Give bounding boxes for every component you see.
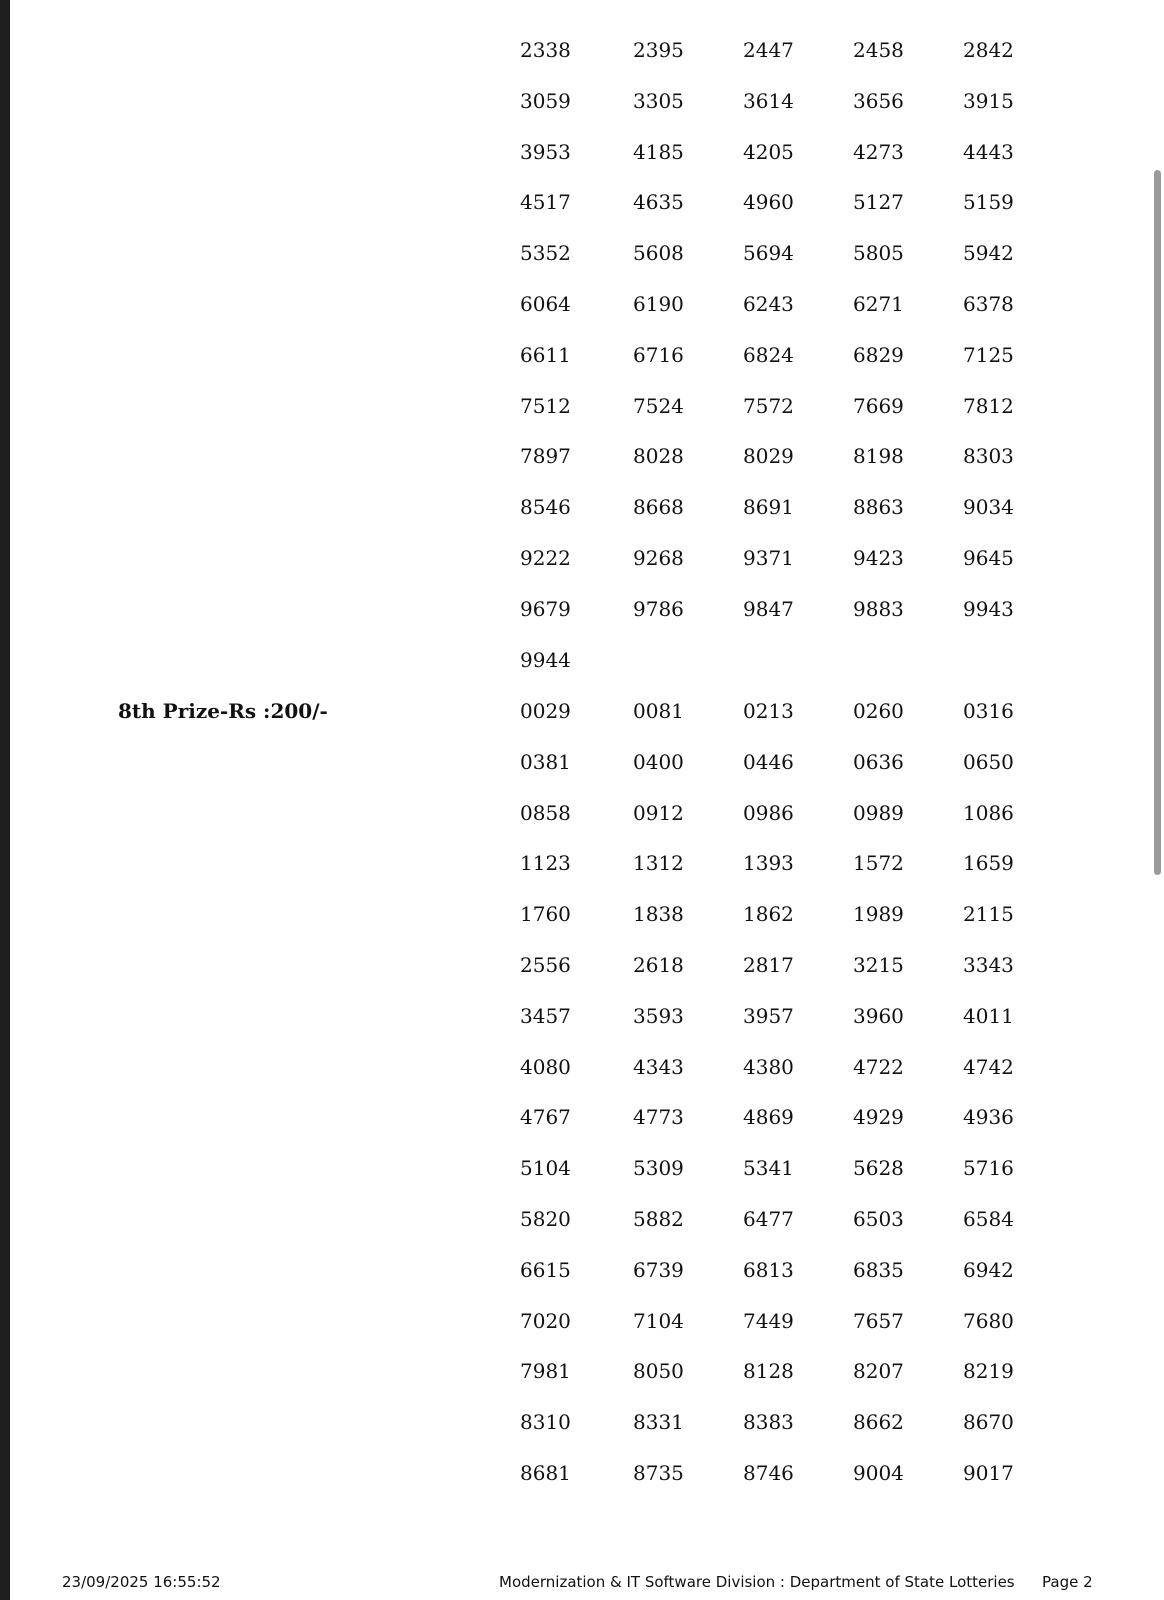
eighth-prize-ticket-number: 0989 <box>853 800 904 825</box>
continuation-ticket-number: 8029 <box>743 444 794 469</box>
continuation-ticket-number: 3059 <box>520 88 571 113</box>
continuation-ticket-number: 5159 <box>963 190 1014 215</box>
continuation-ticket-number: 9943 <box>963 596 1014 621</box>
eighth-prize-ticket-number: 7657 <box>853 1308 904 1333</box>
eighth-prize-ticket-number: 2556 <box>520 953 571 977</box>
continuation-ticket-number: 7512 <box>520 393 571 418</box>
eighth-prize-ticket-number: 7449 <box>743 1308 794 1333</box>
eighth-prize-ticket-number: 8746 <box>743 1461 794 1485</box>
eighth-prize-ticket-number: 4773 <box>633 1105 684 1130</box>
eighth-prize-ticket-number: 1123 <box>520 851 571 876</box>
continuation-ticket-number: 8691 <box>743 495 794 520</box>
continuation-ticket-number: 8668 <box>633 495 684 520</box>
eighth-prize-ticket-number: 0446 <box>743 749 794 774</box>
continuation-ticket-number: 7669 <box>853 393 904 418</box>
eighth-prize-ticket-number: 8681 <box>520 1461 571 1485</box>
eighth-prize-label: 8th Prize-Rs :200/- <box>118 699 328 723</box>
eighth-prize-ticket-number: 3960 <box>853 1003 904 1028</box>
eighth-prize-ticket-number: 1086 <box>963 800 1014 825</box>
eighth-prize-ticket-number: 0400 <box>633 749 684 774</box>
scrollbar-thumb[interactable] <box>1154 170 1161 875</box>
continuation-ticket-number: 5942 <box>963 241 1014 266</box>
continuation-ticket-number: 8198 <box>853 444 904 469</box>
eighth-prize-ticket-number: 0986 <box>743 800 794 825</box>
eighth-prize-ticket-number: 6813 <box>743 1257 794 1282</box>
eighth-prize-ticket-number: 3215 <box>853 953 904 977</box>
eighth-prize-ticket-number: 0858 <box>520 800 571 825</box>
continuation-ticket-number: 6611 <box>520 342 571 367</box>
continuation-ticket-number: 9034 <box>963 495 1014 520</box>
eighth-prize-ticket-number: 5104 <box>520 1156 571 1181</box>
eighth-prize-ticket-number: 5309 <box>633 1156 684 1181</box>
continuation-ticket-number: 8546 <box>520 495 571 520</box>
eighth-prize-ticket-number: 8670 <box>963 1410 1014 1435</box>
continuation-ticket-number: 9222 <box>520 546 571 570</box>
continuation-ticket-number: 5694 <box>743 241 794 266</box>
eighth-prize-ticket-number: 4080 <box>520 1054 571 1079</box>
continuation-ticket-number: 6271 <box>853 292 904 316</box>
continuation-ticket-number: 9786 <box>633 596 684 621</box>
continuation-ticket-number: 7897 <box>520 444 571 469</box>
eighth-prize-ticket-number: 7981 <box>520 1359 571 1384</box>
footer-page-number: Page 2 <box>1042 1573 1093 1591</box>
eighth-prize-ticket-number: 0316 <box>963 699 1014 723</box>
eighth-prize-ticket-number: 1989 <box>853 902 904 927</box>
eighth-prize-ticket-number: 8128 <box>743 1359 794 1384</box>
eighth-prize-ticket-number: 3593 <box>633 1003 684 1028</box>
eighth-prize-ticket-number: 0260 <box>853 699 904 723</box>
eighth-prize-ticket-number: 8310 <box>520 1410 571 1435</box>
eighth-prize-ticket-number: 5341 <box>743 1156 794 1181</box>
continuation-ticket-number: 9423 <box>853 546 904 570</box>
continuation-ticket-number: 6824 <box>743 342 794 367</box>
eighth-prize-ticket-number: 1393 <box>743 851 794 876</box>
continuation-ticket-number: 9847 <box>743 596 794 621</box>
continuation-ticket-number: 6243 <box>743 292 794 316</box>
continuation-ticket-number: 9371 <box>743 546 794 570</box>
eighth-prize-ticket-number: 4722 <box>853 1054 904 1079</box>
eighth-prize-ticket-number: 9017 <box>963 1461 1014 1485</box>
eighth-prize-ticket-number: 1312 <box>633 851 684 876</box>
eighth-prize-ticket-number: 0213 <box>743 699 794 723</box>
continuation-ticket-number: 7524 <box>633 393 684 418</box>
eighth-prize-ticket-number: 4929 <box>853 1105 904 1130</box>
continuation-ticket-number: 7812 <box>963 393 1014 418</box>
eighth-prize-ticket-number: 0650 <box>963 749 1014 774</box>
eighth-prize-ticket-number: 1572 <box>853 851 904 876</box>
continuation-ticket-number: 3953 <box>520 139 571 164</box>
footer-timestamp: 23/09/2025 16:55:52 <box>62 1573 221 1591</box>
eighth-prize-ticket-number: 4343 <box>633 1054 684 1079</box>
eighth-prize-ticket-number: 4742 <box>963 1054 1014 1079</box>
continuation-ticket-number: 2458 <box>853 38 904 62</box>
continuation-ticket-number: 4635 <box>633 190 684 215</box>
eighth-prize-ticket-number: 6584 <box>963 1207 1014 1231</box>
continuation-ticket-number: 9268 <box>633 546 684 570</box>
eighth-prize-ticket-number: 2817 <box>743 953 794 977</box>
eighth-prize-ticket-number: 1760 <box>520 902 571 927</box>
eighth-prize-ticket-number: 6477 <box>743 1207 794 1231</box>
eighth-prize-ticket-number: 8383 <box>743 1410 794 1435</box>
eighth-prize-ticket-number: 5628 <box>853 1156 904 1181</box>
eighth-prize-ticket-number: 0381 <box>520 749 571 774</box>
eighth-prize-ticket-number: 9004 <box>853 1461 904 1485</box>
eighth-prize-ticket-number: 4380 <box>743 1054 794 1079</box>
continuation-ticket-number: 7572 <box>743 393 794 418</box>
continuation-ticket-number: 5127 <box>853 190 904 215</box>
continuation-ticket-number: 8863 <box>853 495 904 520</box>
eighth-prize-ticket-number: 1862 <box>743 902 794 927</box>
continuation-ticket-number: 5805 <box>853 241 904 266</box>
eighth-prize-ticket-number: 5882 <box>633 1207 684 1231</box>
continuation-ticket-number: 5352 <box>520 241 571 266</box>
continuation-ticket-number: 6829 <box>853 342 904 367</box>
eighth-prize-ticket-number: 6739 <box>633 1257 684 1282</box>
eighth-prize-ticket-number: 5716 <box>963 1156 1014 1181</box>
eighth-prize-ticket-number: 3343 <box>963 953 1014 977</box>
eighth-prize-ticket-number: 3457 <box>520 1003 571 1028</box>
eighth-prize-ticket-number: 5820 <box>520 1207 571 1231</box>
eighth-prize-ticket-number: 6615 <box>520 1257 571 1282</box>
eighth-prize-ticket-number: 0636 <box>853 749 904 774</box>
eighth-prize-ticket-number: 1659 <box>963 851 1014 876</box>
continuation-ticket-number: 3305 <box>633 88 684 113</box>
continuation-ticket-number: 3614 <box>743 88 794 113</box>
eighth-prize-ticket-number: 0912 <box>633 800 684 825</box>
continuation-ticket-number: 9645 <box>963 546 1014 570</box>
eighth-prize-ticket-number: 1838 <box>633 902 684 927</box>
continuation-ticket-number: 9679 <box>520 596 571 621</box>
eighth-prize-ticket-number: 7104 <box>633 1308 684 1333</box>
continuation-ticket-number: 5608 <box>633 241 684 266</box>
eighth-prize-ticket-number: 7020 <box>520 1308 571 1333</box>
eighth-prize-ticket-number: 4767 <box>520 1105 571 1130</box>
eighth-prize-ticket-number: 8331 <box>633 1410 684 1435</box>
continuation-ticket-number: 4185 <box>633 139 684 164</box>
continuation-ticket-number: 4443 <box>963 139 1014 164</box>
continuation-ticket-number: 6064 <box>520 292 571 316</box>
continuation-ticket-number: 9883 <box>853 596 904 621</box>
vertical-scrollbar[interactable] <box>1152 0 1164 1600</box>
eighth-prize-ticket-number: 0029 <box>520 699 571 723</box>
document-page <box>10 0 1152 1600</box>
continuation-ticket-number: 2842 <box>963 38 1014 62</box>
eighth-prize-ticket-number: 8050 <box>633 1359 684 1384</box>
eighth-prize-ticket-number: 8662 <box>853 1410 904 1435</box>
continuation-ticket-number: 4960 <box>743 190 794 215</box>
continuation-ticket-number: 3915 <box>963 88 1014 113</box>
eighth-prize-ticket-number: 4869 <box>743 1105 794 1130</box>
eighth-prize-ticket-number: 6835 <box>853 1257 904 1282</box>
eighth-prize-ticket-number: 8219 <box>963 1359 1014 1384</box>
continuation-ticket-number: 2338 <box>520 38 571 62</box>
continuation-ticket-number: 4517 <box>520 190 571 215</box>
continuation-ticket-number: 6190 <box>633 292 684 316</box>
eighth-prize-ticket-number: 6503 <box>853 1207 904 1231</box>
continuation-ticket-number: 8028 <box>633 444 684 469</box>
eighth-prize-ticket-number: 3957 <box>743 1003 794 1028</box>
eighth-prize-ticket-number: 4936 <box>963 1105 1014 1130</box>
eighth-prize-ticket-number: 8735 <box>633 1461 684 1485</box>
continuation-ticket-number: 6716 <box>633 342 684 367</box>
footer-division: Modernization & IT Software Division : Department of State Lotteries <box>499 1573 1015 1591</box>
continuation-ticket-number: 7125 <box>963 342 1014 367</box>
eighth-prize-ticket-number: 8207 <box>853 1359 904 1384</box>
eighth-prize-ticket-number: 4011 <box>963 1003 1014 1028</box>
continuation-ticket-number: 4273 <box>853 139 904 164</box>
eighth-prize-ticket-number: 2618 <box>633 953 684 977</box>
continuation-ticket-number: 3656 <box>853 88 904 113</box>
eighth-prize-ticket-number: 7680 <box>963 1308 1014 1333</box>
continuation-ticket-number: 6378 <box>963 292 1014 316</box>
eighth-prize-ticket-number: 2115 <box>963 902 1014 927</box>
continuation-ticket-number: 9944 <box>520 647 571 672</box>
continuation-ticket-number: 4205 <box>743 139 794 164</box>
continuation-ticket-number: 2447 <box>743 38 794 62</box>
eighth-prize-ticket-number: 0081 <box>633 699 684 723</box>
continuation-ticket-number: 8303 <box>963 444 1014 469</box>
continuation-ticket-number: 2395 <box>633 38 684 62</box>
eighth-prize-ticket-number: 6942 <box>963 1257 1014 1282</box>
